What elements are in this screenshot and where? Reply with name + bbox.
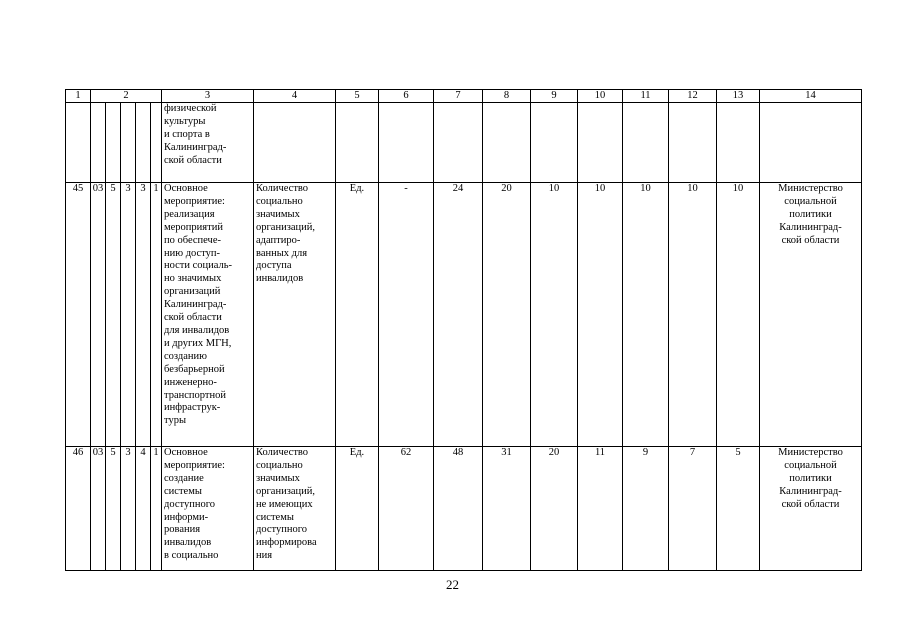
code-cell — [136, 103, 151, 183]
table-row — [66, 447, 862, 571]
value-cell — [717, 103, 760, 183]
value-cell: 9 — [623, 447, 669, 571]
activity-name: Основное мероприятие: реализация мероприятий по обеспече- нию доступ- ности социаль- но значимых организаций Калининград- ской области для инвалидов и других МГН, созданию безбарьерной инженерно- транспортной инфраструк- туры — [162, 183, 254, 447]
header-cell: 9 — [531, 90, 578, 103]
row-number: 45 — [66, 183, 91, 447]
value-cell: 20 — [531, 447, 578, 571]
value-cell: 11 — [578, 447, 623, 571]
header-cell: 12 — [669, 90, 717, 103]
responsible-party — [760, 103, 862, 183]
header-cell: 8 — [483, 90, 531, 103]
value-cell — [483, 103, 531, 183]
header-cell: 7 — [434, 90, 483, 103]
value-cell: 7 — [669, 447, 717, 571]
header-cell: 3 — [162, 90, 254, 103]
activity-name: Основное мероприятие: создание системы доступного информи- рования инвалидов в социально — [162, 447, 254, 571]
unit — [336, 103, 379, 183]
value-cell — [669, 103, 717, 183]
value-cell: - — [379, 183, 434, 447]
page-number: 22 — [446, 577, 459, 592]
header-cell: 6 — [379, 90, 434, 103]
value-cell: 10 — [531, 183, 578, 447]
value-cell — [434, 103, 483, 183]
value-cell: 20 — [483, 183, 531, 447]
header-cell: 14 — [760, 90, 862, 103]
indicator-name: Количество социально значимых организаций, адаптиро- ванных для доступа инвалидов — [254, 183, 336, 447]
table-row — [66, 183, 862, 447]
code-cell — [151, 103, 162, 183]
indicator-name — [254, 103, 336, 183]
code-cell — [106, 103, 121, 183]
value-cell: 10 — [623, 183, 669, 447]
header-cell: 13 — [717, 90, 760, 103]
value-cell — [379, 103, 434, 183]
unit: Ед. — [336, 447, 379, 571]
header-cell: 1 — [66, 90, 91, 103]
table-row — [66, 103, 862, 183]
header-cell: 11 — [623, 90, 669, 103]
code-cell: 03 — [91, 447, 106, 571]
value-cell: 5 — [717, 447, 760, 571]
value-cell — [623, 103, 669, 183]
value-cell: 10 — [717, 183, 760, 447]
code-cell — [91, 103, 106, 183]
responsible-party: Министерство социальной политики Калининград- ской области — [760, 447, 862, 571]
value-cell: 31 — [483, 447, 531, 571]
responsible-party: Министерство социальной политики Калининград- ской области — [760, 183, 862, 447]
code-cell: 5 — [106, 183, 121, 447]
code-cell: 3 — [121, 183, 136, 447]
code-cell: 4 — [136, 447, 151, 571]
code-cell: 3 — [136, 183, 151, 447]
header-row — [66, 90, 862, 103]
activity-name: физической культуры и спорта в Калининград- ской области — [162, 103, 254, 183]
unit: Ед. — [336, 183, 379, 447]
header-cell: 10 — [578, 90, 623, 103]
code-cell: 1 — [151, 447, 162, 571]
row-number — [66, 103, 91, 183]
header-cell: 4 — [254, 90, 336, 103]
value-cell: 62 — [379, 447, 434, 571]
header-cell: 5 — [336, 90, 379, 103]
row-number: 46 — [66, 447, 91, 571]
code-cell: 3 — [121, 447, 136, 571]
value-cell: 10 — [669, 183, 717, 447]
indicator-name: Количество социально значимых организаций, не имеющих системы доступного информирова ния — [254, 447, 336, 571]
value-cell: 10 — [578, 183, 623, 447]
code-cell: 03 — [91, 183, 106, 447]
code-cell — [121, 103, 136, 183]
value-cell: 24 — [434, 183, 483, 447]
value-cell — [531, 103, 578, 183]
code-cell: 5 — [106, 447, 121, 571]
code-cell: 1 — [151, 183, 162, 447]
program-table — [65, 89, 862, 571]
header-cell: 2 — [91, 90, 162, 103]
value-cell: 48 — [434, 447, 483, 571]
value-cell — [578, 103, 623, 183]
